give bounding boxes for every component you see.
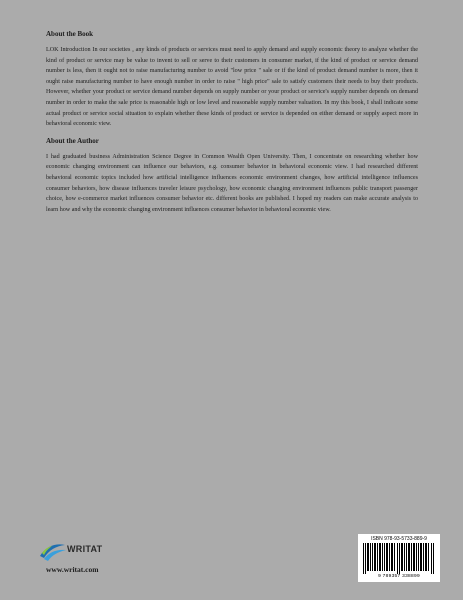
barcode-digits: 9 789357 338899 xyxy=(378,574,420,579)
isbn-barcode xyxy=(358,534,440,582)
publisher-url: www.writat.com xyxy=(46,565,99,574)
about-book-body: LOK Introduction In our societies , any kinds of products or services must need to apply demand and supply economic theory to analyze whether the kind of product or service may be value to invent to sell or serve to their customers in consumer market, if the kind of product or service demand number is less, then it ought not to raise manufacturing number to avoid "low price " sale or if the kind of product demand number is more, then it ought raise manufacturing number to have enough number in order to raise " high price" sale to satisfy customers their needs to buy their products. However, whether your product or service demand number depends on supply number or your product or service's supply number depends on demand number in order to make the sale price is reasonable high or low level and reasonable supply number valuation. In my this book, I shall indicate some actual product or service social situation to explain whether these kinds of product or service is depended on either demand or supply aspect more in behavioral economic view. xyxy=(46,47,418,128)
barcode-bars xyxy=(363,543,435,574)
publisher-name: WRITAT xyxy=(67,544,103,554)
swoosh-logo-icon xyxy=(38,540,68,562)
publisher-logo xyxy=(38,540,138,580)
isbn-label: ISBN 978-93-5733-889-9 xyxy=(371,536,427,542)
about-author-body: I had graduated business Administration Science Degree in Common Wealth Open University. Then, I concentrate on researching whether how economic changing environment can influence our behaviors, e.g. consumer behavior in behavioral economic view. I had researched different behavioral economic topics included how artificial intelligence influences economic environment changes, how artificial intelligence influences consumer behaviors, how disease influences traveler leisure psychology, how economic changing environment influences public transport passenger choice, how e-commerce market influences consumer behavior etc. different books are published. I hoped my readers can make accurate analysis to learn how and why the economic changing environment influences consumer behavior in behavioral economic view. xyxy=(46,153,418,213)
back-cover-text xyxy=(46,30,418,215)
about-author-heading: About the Author xyxy=(46,136,99,145)
about-book-heading: About the Book xyxy=(46,30,94,38)
